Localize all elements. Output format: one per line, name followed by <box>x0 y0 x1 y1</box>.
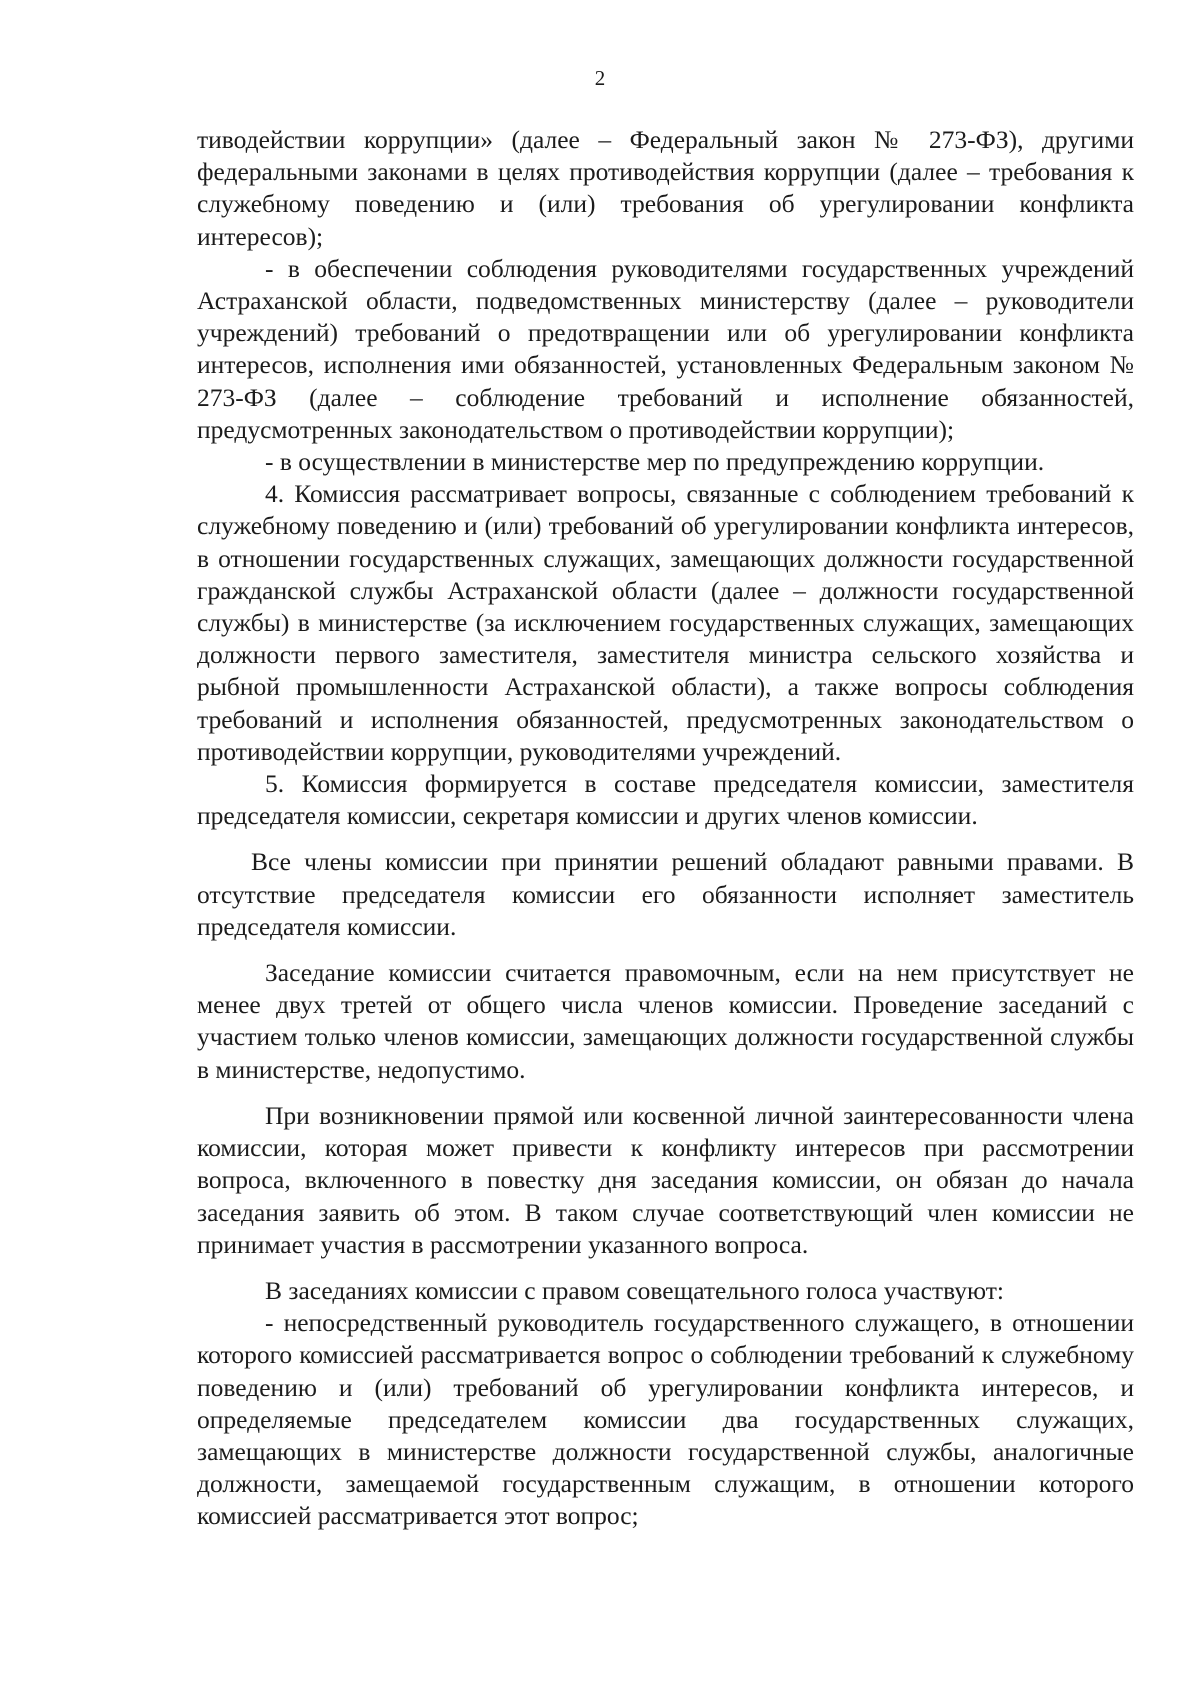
paragraph: Все члены комиссии при принятии решений обладают равными правами. В отсутствие председателя комиссии его обязанности исполняет заместитель председателя комиссии. <box>197 847 1134 941</box>
paragraph-clause-5: 5. Комиссия формируется в составе председателя комиссии, заместителя председателя комиссии, секретаря комиссии и других членов комиссии. <box>197 769 1134 831</box>
paragraph-list-item: - в обеспечении соблюдения руководителями государственных учреждений Астраханской области, подведомственных министерству (далее – руководители учреждений) требований о предотвращении или об урегулировании конфликта интересов, исполнения ими обязанностей, установленных Федеральным законом № 273-ФЗ (далее – соблюдение требований и исполнение обязанностей, предусмотренных законодательством о противодействии коррупции); <box>197 253 1134 444</box>
page-number: 2 <box>594 66 606 90</box>
paragraph-list-item: - в осуществлении в министерстве мер по предупреждению коррупции. <box>265 447 1045 477</box>
paragraph: Заседание комиссии считается правомочным, если на нем присутствует не менее двух третей от общего числа членов комиссии. Проведение заседаний с участием только членов комиссии, замещающих должности государственной службы в министерстве, недопустимо. <box>197 958 1134 1084</box>
paragraph-list-item: - непосредственный руководитель государственного служащего, в отношении которого комиссией рассматривается вопрос о соблюдении требований к служебному поведению и (или) требований об урегулировании конфликта интересов, и определяемые председателем комиссии два государственных служащих, замещающих в министерстве должности государственной службы, аналогичные должности, замещаемой государственным служащим, в отношении которого комиссией рассматривается этот вопрос; <box>197 1308 1134 1531</box>
document-body <box>197 124 1134 1533</box>
paragraph-clause-4: 4. Комиссия рассматривает вопросы, связанные с соблюдением требований к служебному поведению и (или) требований об урегулировании конфликта интересов, в отношении государственных служащих, замещающих должности государственной гражданской службы Астраханской области (далее – должности государственной службы) в министерстве (за исключением государственных служащих, замещающих должности первого заместителя, заместителя министра сельского хозяйства и рыбной промышленности Астраханской области), а также вопросы соблюдения требований и исполнения обязанностей, предусмотренных законодательством о противодействии коррупции, руководителями учреждений. <box>197 479 1134 766</box>
paragraph: В заседаниях комиссии с правом совещательного голоса участвуют: <box>265 1275 1004 1305</box>
paragraph-continuation: тиводействии коррупции» (далее – Федеральный закон № 273-ФЗ), другими федеральными законами в целях противодействия коррупции (далее – требования к служебному поведению и (или) требования об урегулировании конфликта интересов); <box>197 125 1134 251</box>
paragraph: При возникновении прямой или косвенной личной заинтересованности члена комиссии, которая может привести к конфликту интересов при рассмотрении вопроса, включенного в повестку дня заседания комиссии, он обязан до начала заседания заявить об этом. В таком случае соответствующий член комиссии не принимает участия в рассмотрении указанного вопроса. <box>197 1100 1134 1259</box>
